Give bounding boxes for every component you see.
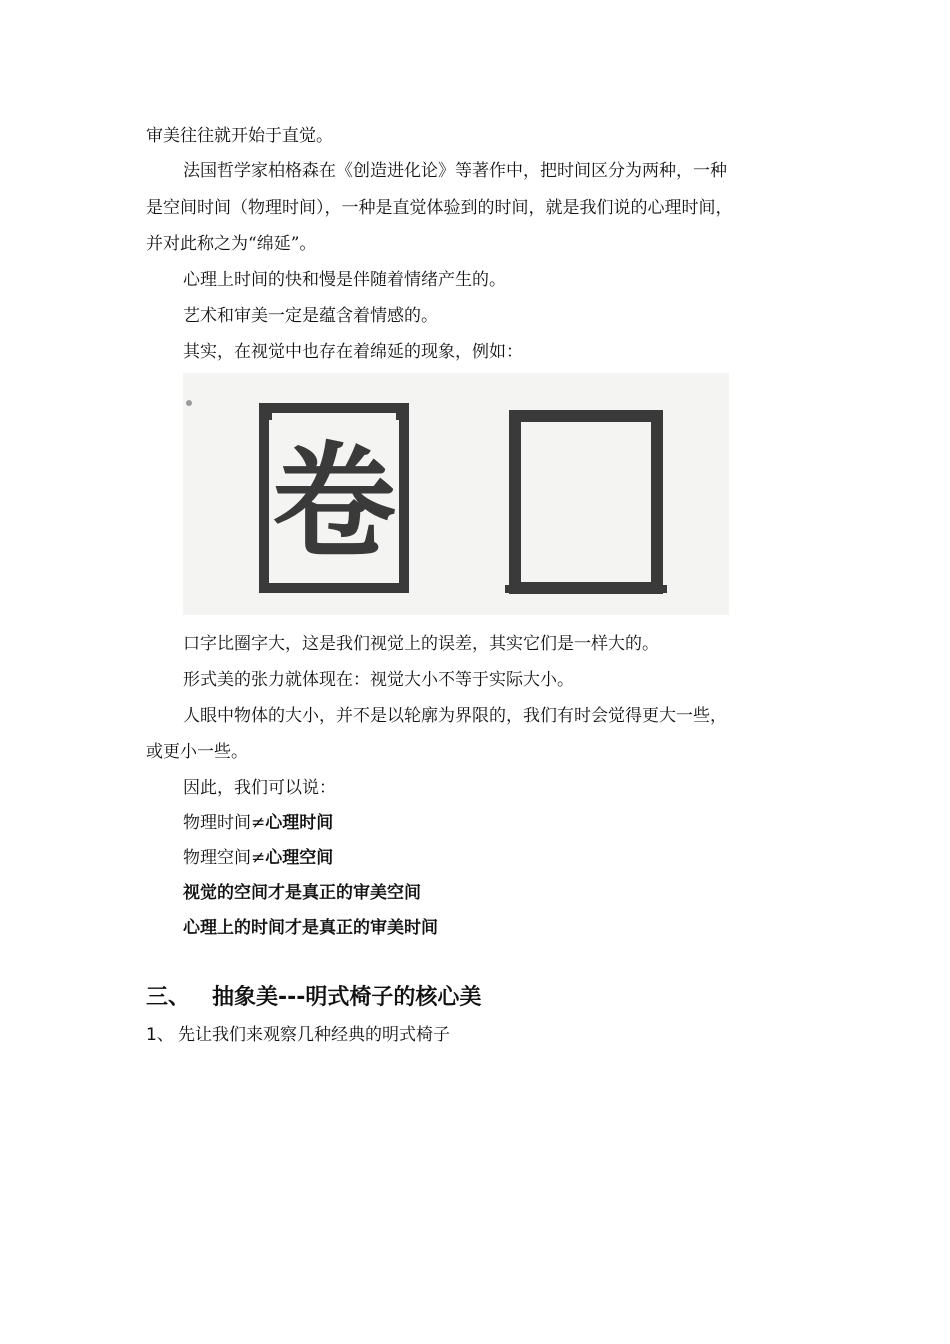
paragraph-line-4: 并对此称之为“绵延”。 bbox=[146, 234, 317, 254]
scan-speck bbox=[186, 400, 192, 406]
conclusion-line-3: 视觉的空间才是真正的审美空间 bbox=[183, 883, 421, 903]
paragraph-line-7: 其实，在视觉中也存在着绵延的现象，例如： bbox=[183, 342, 523, 362]
item-text: 先让我们来观察几种经典的明式椅子 bbox=[178, 1025, 450, 1045]
right-box-foot-left bbox=[505, 585, 519, 593]
right-box-serif-top bbox=[396, 408, 404, 420]
paragraph-line-6: 艺术和审美一定是蕴含着情感的。 bbox=[183, 306, 438, 326]
inner-character: 卷 bbox=[271, 431, 397, 575]
conclusion-2-prefix: 物理空间≠ bbox=[183, 848, 266, 868]
paragraph-line-5: 心理上时间的快和慢是伴随着情绪产生的。 bbox=[183, 270, 506, 290]
paragraph-line-3: 是空间时间（物理时间），一种是直觉体验到的时间，就是我们说的心理时间， bbox=[146, 198, 733, 218]
section-title: 抽象美---明式椅子的核心美 bbox=[212, 985, 482, 1010]
after-figure-line-3: 人眼中物体的大小，并不是以轮廓为界限的，我们有时会觉得更大一些， bbox=[183, 706, 727, 726]
after-figure-line-4: 或更小一些。 bbox=[146, 742, 248, 762]
paragraph-line-2: 法国哲学家柏格森在《创造进化论》等著作中，把时间区分为两种，一种 bbox=[183, 161, 727, 181]
item-number: 1、 bbox=[146, 1025, 174, 1045]
left-box-serif-top bbox=[264, 408, 272, 420]
conclusion-line-4: 心理上的时间才是真正的审美时间 bbox=[183, 918, 438, 938]
conclusion-1-prefix: 物理时间≠ bbox=[183, 813, 266, 833]
after-figure-line-1: 口字比圈字大，这是我们视觉上的误差，其实它们是一样大的。 bbox=[183, 634, 659, 654]
after-figure-line-5: 因此，我们可以说： bbox=[183, 778, 336, 798]
conclusion-2-bold: 心理空间 bbox=[265, 848, 334, 868]
right-box-foot-right bbox=[653, 585, 667, 593]
conclusion-1-bold: 心理时间 bbox=[265, 813, 334, 833]
section-number: 三、 bbox=[146, 985, 191, 1010]
right-outer-box bbox=[515, 416, 657, 588]
illusion-figure-svg bbox=[183, 373, 729, 615]
paragraph-line-1: 审美往往就开始于直觉。 bbox=[146, 126, 333, 146]
optical-illusion-figure bbox=[183, 373, 729, 615]
conclusion-line-1 bbox=[183, 811, 333, 835]
conclusion-line-2 bbox=[183, 846, 333, 870]
after-figure-line-2: 形式美的张力就体现在：视觉大小不等于实际大小。 bbox=[183, 670, 574, 690]
